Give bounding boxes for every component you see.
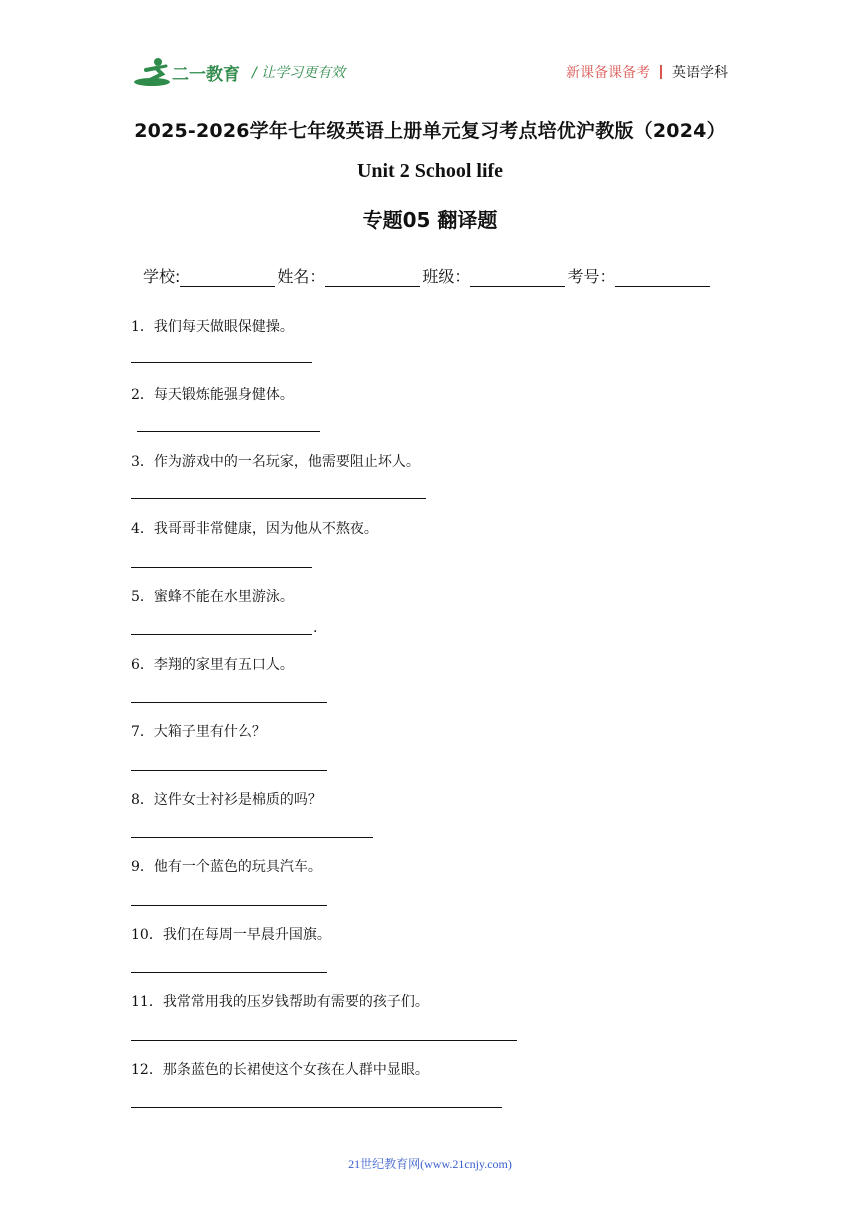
question-9: 9．他有一个蓝色的玩具汽车。 xyxy=(131,859,322,875)
question-10: 10．我们在每周一早晨升国旗。 xyxy=(131,927,331,943)
question-4: 4．我哥哥非常健康，因为他从不熬夜。 xyxy=(131,521,378,537)
answer-line-9[interactable] xyxy=(131,905,327,906)
answer-line-2[interactable] xyxy=(137,431,320,432)
answer-line-7[interactable] xyxy=(131,770,327,771)
answer-line-8[interactable] xyxy=(131,837,373,838)
answer-line-5[interactable] xyxy=(131,634,312,635)
unit-subtitle: Unit 2 School life xyxy=(356,160,504,182)
student-info-row xyxy=(143,264,712,287)
name-blank[interactable] xyxy=(325,268,420,287)
brand-logo xyxy=(132,56,244,90)
class-label: 班级： xyxy=(422,267,471,286)
header-separator xyxy=(660,65,662,79)
answer-line-4[interactable] xyxy=(131,567,312,568)
header-tag-subject: 英语学科 xyxy=(672,65,728,81)
number-label: 考号： xyxy=(567,267,616,286)
topic-heading: 专题05 翻译题 xyxy=(362,208,498,232)
answer-5-period: . xyxy=(313,620,318,636)
question-11: 11．我常常用我的压岁钱帮助有需要的孩子们。 xyxy=(131,994,429,1010)
logo-text: 二一教育 xyxy=(172,65,240,85)
question-2: 2．每天锻炼能强身健体。 xyxy=(131,387,294,403)
answer-line-3[interactable] xyxy=(131,498,426,499)
number-blank[interactable] xyxy=(615,268,710,287)
header-slogan: / 让学习更有效 xyxy=(252,65,346,81)
name-label: 姓名： xyxy=(277,267,326,286)
footer-source: 21世纪教育网(www.21cnjy.com) xyxy=(348,1157,512,1171)
header-tags xyxy=(566,62,728,82)
answer-line-6[interactable] xyxy=(131,702,327,703)
header-tag-course: 新课备课备考 xyxy=(566,65,650,81)
question-12: 12．那条蓝色的长裙使这个女孩在人群中显眼。 xyxy=(131,1062,429,1078)
school-label: 学校: xyxy=(143,267,181,286)
question-6: 6．李翔的家里有五口人。 xyxy=(131,657,294,673)
answer-line-1[interactable] xyxy=(131,362,312,363)
question-1: 1．我们每天做眼保健操。 xyxy=(131,319,294,335)
question-8: 8．这件女士衬衫是棉质的吗？ xyxy=(131,792,322,808)
question-5: 5．蜜蜂不能在水里游泳。 xyxy=(131,589,294,605)
runner-logo-icon xyxy=(132,56,244,90)
answer-line-11[interactable] xyxy=(131,1040,517,1041)
document-title: 2025-2026学年七年级英语上册单元复习考点培优沪教版（2024） xyxy=(134,120,726,142)
answer-line-10[interactable] xyxy=(131,972,327,973)
answer-line-12[interactable] xyxy=(131,1107,502,1108)
school-blank[interactable] xyxy=(180,268,275,287)
question-7: 7．大箱子里有什么？ xyxy=(131,724,266,740)
class-blank[interactable] xyxy=(470,268,565,287)
question-3: 3．作为游戏中的一名玩家，他需要阻止坏人。 xyxy=(131,454,420,470)
